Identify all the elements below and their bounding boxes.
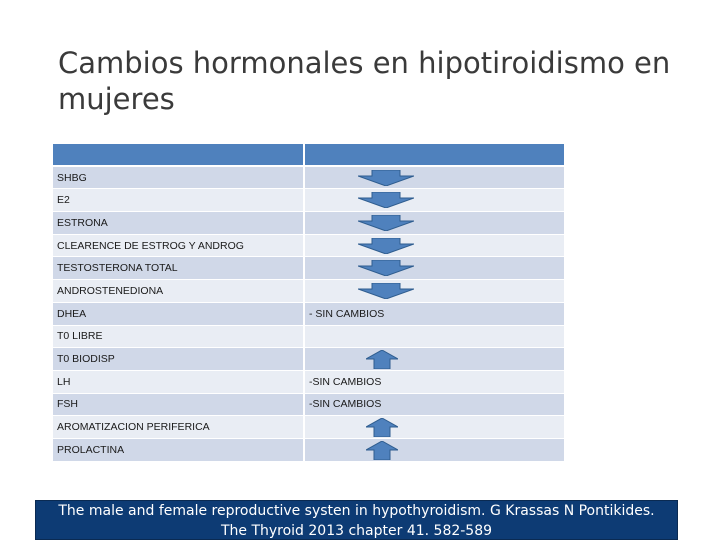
hormone-label: LH — [53, 371, 305, 394]
down-arrow-icon — [358, 283, 414, 299]
table-row — [53, 439, 564, 462]
down-arrow-icon — [358, 215, 414, 231]
change-cell — [305, 167, 564, 190]
up-arrow-icon — [366, 441, 398, 460]
table-row — [53, 394, 564, 417]
change-cell — [305, 280, 564, 303]
down-arrow-icon — [358, 260, 414, 276]
table-row — [53, 326, 564, 349]
change-cell — [305, 439, 564, 462]
header-cell-hormone — [53, 144, 305, 166]
citation-box — [35, 500, 678, 540]
hormone-label: AROMATIZACION PERIFERICA — [53, 416, 305, 439]
change-cell — [305, 394, 564, 417]
hormone-table — [53, 144, 564, 462]
table-row — [53, 303, 564, 326]
hormone-label: TESTOSTERONA TOTAL — [53, 257, 305, 280]
table-row — [53, 189, 564, 212]
hormone-label: T0 BIODISP — [53, 348, 305, 371]
change-cell — [305, 326, 564, 349]
table-row — [53, 167, 564, 190]
change-cell — [305, 189, 564, 212]
change-cell — [305, 371, 564, 394]
hormone-label: FSH — [53, 394, 305, 417]
citation-line-1: The male and female reproductive systen in hypothyroidism. G Krassas N Pontikides. — [58, 503, 655, 519]
down-arrow-icon — [358, 192, 414, 208]
table-row — [53, 212, 564, 235]
down-arrow-icon — [358, 238, 414, 254]
table-row — [53, 257, 564, 280]
table-header-row — [53, 144, 564, 167]
change-value: -SIN CAMBIOS — [309, 375, 382, 388]
change-cell — [305, 416, 564, 439]
change-cell — [305, 303, 564, 326]
citation-line-2: The Thyroid 2013 chapter 41. 582-589 — [220, 523, 493, 539]
change-value: -SIN CAMBIOS — [309, 398, 382, 411]
table-row — [53, 235, 564, 258]
up-arrow-icon — [366, 418, 398, 437]
hormone-label: SHBG — [53, 167, 305, 190]
table-row — [53, 348, 564, 371]
up-arrow-icon — [366, 350, 398, 369]
down-arrow-icon — [358, 170, 414, 186]
table-row — [53, 371, 564, 394]
table-row — [53, 416, 564, 439]
hormone-label: DHEA — [53, 303, 305, 326]
change-cell — [305, 212, 564, 235]
hormone-label: CLEARENCE DE ESTROG Y ANDROG — [53, 235, 305, 258]
change-cell — [305, 348, 564, 371]
hormone-label: ESTRONA — [53, 212, 305, 235]
hormone-label: ANDROSTENEDIONA — [53, 280, 305, 303]
change-cell — [305, 235, 564, 258]
header-cell-change — [305, 144, 564, 166]
hormone-label: E2 — [53, 189, 305, 212]
change-cell — [305, 257, 564, 280]
table-row — [53, 280, 564, 303]
slide-title: Cambios hormonales en hipotiroidismo en mujeres — [58, 46, 671, 116]
hormone-label: T0 LIBRE — [53, 326, 305, 349]
change-value: - SIN CAMBIOS — [309, 307, 385, 320]
hormone-label: PROLACTINA — [53, 439, 305, 462]
